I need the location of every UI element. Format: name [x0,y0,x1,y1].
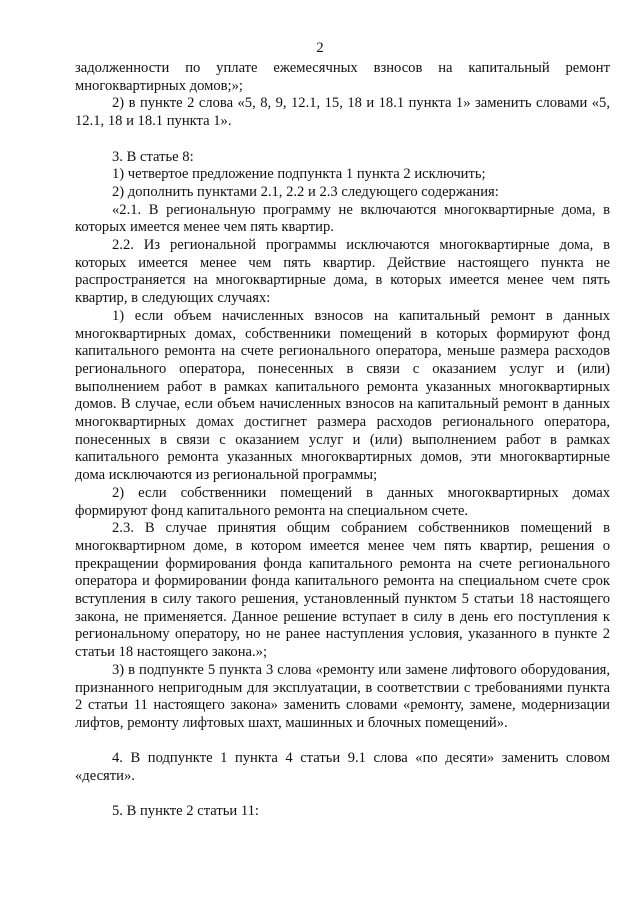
paragraph: 2.3. В случае принятия общим собранием собственников помещений в многоквартирном доме, в котором имеется менее чем пять квартир, решения о прекращении формирования фонда капитального ремонта на счете регионального оператора и формировании фонда капитального ремонта на специальном счете срок вступления в силу такого решения, установленный пунктом 5 статьи 18 настоящего закона, не применяется. Данное решение вступает в силу в день его поступления к региональному оператору, но не ранее наступления условия, указанного в пункте 2 статьи 18 настоящего закона.»; [75,520,610,661]
paragraph: 2) если собственники помещений в данных многоквартирных домах формируют фонд капитального ремонта на специальном счете. [75,484,610,519]
paragraph: 2) в пункте 2 слова «5, 8, 9, 12.1, 15, 18 и 18.1 пункта 1» заменить словами «5, 12.1, 18 и 18.1 пункта 1». [75,95,610,130]
paragraph: 5. В пункте 2 статьи 11: [112,803,259,820]
paragraph: 4. В подпункте 1 пункта 4 статьи 9.1 слова «по десяти» заменить словом «десяти». [75,750,610,785]
paragraph-gap [75,131,610,149]
paragraph-gap [75,733,610,751]
document-body [75,60,610,821]
paragraph: 1) четвертое предложение подпункта 1 пункта 2 исключить; [112,166,486,183]
paragraph: 2.2. Из региональной программы исключаются многоквартирные дома, в которых имеется менее чем пять квартир. Действие настоящего пункта не распространяется на многоквартирные дома, в которых имеется менее чем пять квартир, в следующих случаях: [75,237,610,307]
paragraph: 3) в подпункте 5 пункта 3 слова «ремонту или замене лифтового оборудования, признанного непригодным для эксплуатации, в соответствии с требованиями пункта 2 статьи 11 настоящего закона» заменить словами «ремонту, замене, модернизации лифтов, ремонту лифтовых шахт, машинных и блочных помещений». [75,661,610,731]
paragraph: «2.1. В региональную программу не включаются многоквартирные дома, в которых имеется менее чем пять квартир. [75,201,610,236]
page-number: 2 [316,40,324,56]
paragraph: 1) если объем начисленных взносов на капитальный ремонт в данных многоквартирных домах, собственники помещений в которых формируют фонд капитального ремонта на счете регионального оператора, меньше размера расходов регионального оператора, понесенных в связи с оказанием услуг и (или) выполнением работ в рамках капитального ремонта указанных многоквартирных домов. В случае, если объем начисленных взносов на капитальный ремонт в данных многоквартирных домах достигнет размера расходов регионального оператора, понесенных в связи с оказанием услуг и (или) выполнением работ в рамках капитального ремонта указанных многоквартирных домов, эти многоквартирные дома исключаются из региональной программы; [75,307,610,484]
paragraph: задолженности по уплате ежемесячных взносов на капитальный ремонт многоквартирных домов;»; [75,60,610,94]
paragraph: 2) дополнить пунктами 2.1, 2.2 и 2.3 следующего содержания: [112,183,499,200]
paragraph: 3. В статье 8: [112,148,194,165]
paragraph-gap [75,786,610,804]
